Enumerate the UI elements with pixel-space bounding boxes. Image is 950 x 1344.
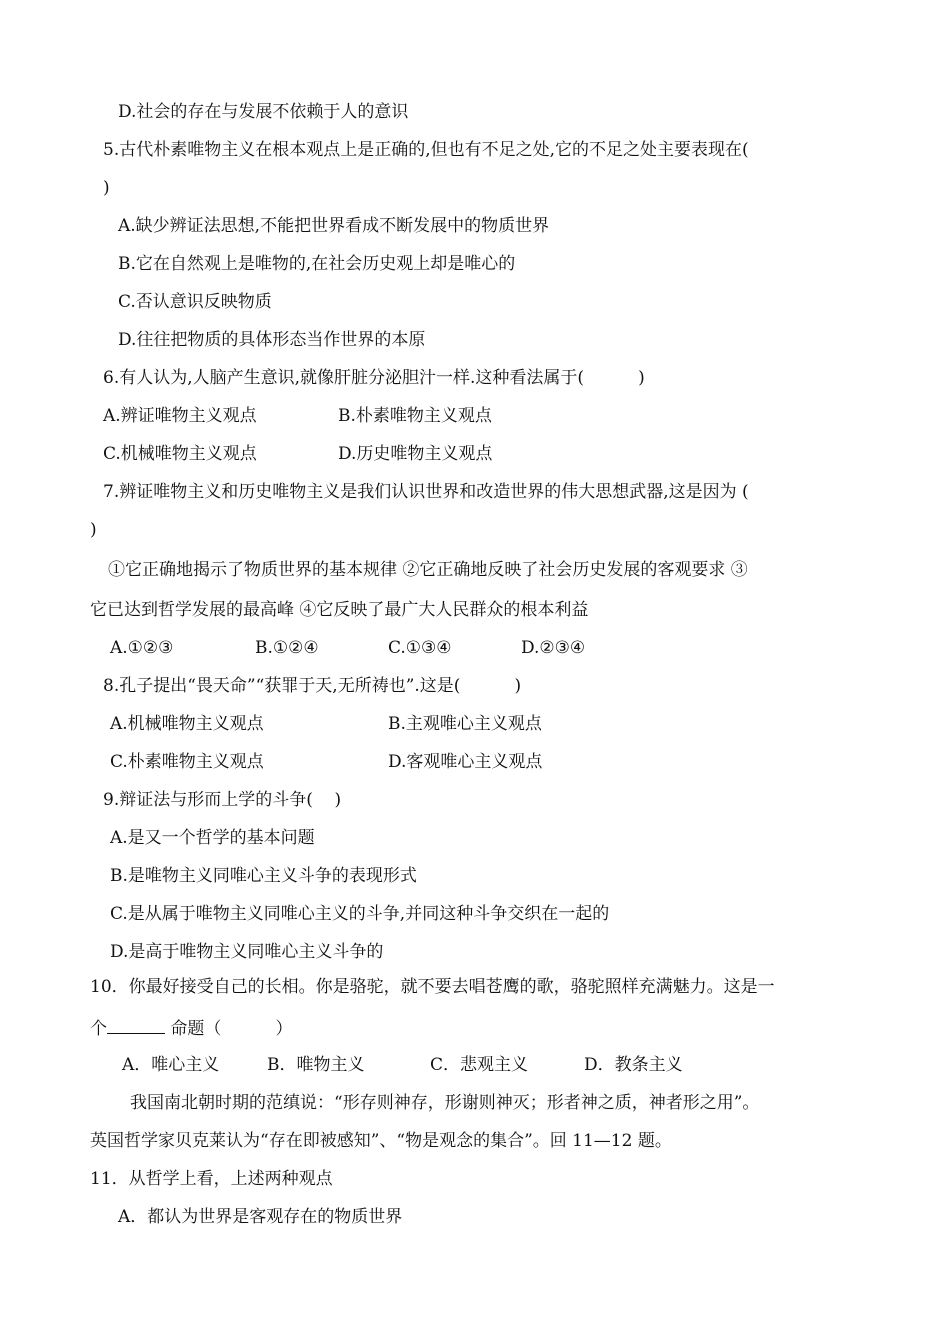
q9-stem: 9.辩证法与形而上学的斗争( ) — [103, 790, 342, 810]
q10-stem-prefix: 个 — [90, 1019, 107, 1039]
q9-option-a: A.是又一个哲学的基本问题 — [110, 828, 315, 848]
q6-option-c: C.机械唯物主义观点 — [103, 444, 257, 464]
q6-stem: 6.有人认为,人脑产生意识,就像肝脏分泌胆汁一样.这种看法属于( ) — [103, 368, 645, 388]
q10-option-b: B．唯物主义 — [267, 1055, 365, 1075]
q10-option-c: C．悲观主义 — [430, 1055, 529, 1075]
q5-stem-line1: 5.古代朴素唯物主义在根本观点上是正确的,但也有不足之处,它的不足之处主要表现在( — [103, 140, 749, 160]
q6-option-d: D.历史唯物主义观点 — [338, 444, 493, 464]
q7-statements-line2: 它已达到哲学发展的最高峰 ④它反映了最广大人民群众的根本利益 — [90, 600, 589, 620]
q8-option-b: B.主观唯心主义观点 — [388, 714, 542, 734]
q7-option-d: D.②③④ — [521, 638, 586, 658]
answer-blank — [107, 1015, 165, 1034]
q6-option-a: A.辨证唯物主义观点 — [103, 406, 257, 426]
q10-stem-line2 — [90, 1015, 292, 1041]
passage-line1: 我国南北朝时期的范缜说：“形存则神存，形谢则神灭；形者神之质，神者形之用”。 — [130, 1093, 760, 1113]
q5-option-c: C.否认意识反映物质 — [118, 292, 272, 312]
q8-option-a: A.机械唯物主义观点 — [110, 714, 264, 734]
q7-stem-line1: 7.辨证唯物主义和历史唯物主义是我们认识世界和改造世界的伟大思想武器,这是因为 ( — [103, 482, 749, 502]
q5-option-a: A.缺少辨证法思想,不能把世界看成不断发展中的物质世界 — [118, 216, 550, 236]
q7-option-b: B.①②④ — [255, 638, 319, 658]
q5-stem-line2: ) — [103, 178, 110, 198]
q8-stem: 8.孔子提出“畏天命”“获罪于天,无所祷也”.这是( ) — [103, 676, 522, 696]
q10-option-a: A．唯心主义 — [122, 1055, 220, 1075]
q10-stem-suffix: 命题（ ） — [165, 1019, 293, 1039]
passage-line2: 英国哲学家贝克莱认为“存在即被感知”、“物是观念的集合”。回 11—12 题。 — [90, 1131, 672, 1151]
q8-option-c: C.朴素唯物主义观点 — [110, 752, 264, 772]
q6-option-b: B.朴素唯物主义观点 — [338, 406, 492, 426]
q10-option-d: D．教条主义 — [584, 1055, 683, 1075]
q5-option-b: B.它在自然观上是唯物的,在社会历史观上却是唯心的 — [118, 254, 516, 274]
q9-option-b: B.是唯物主义同唯心主义斗争的表现形式 — [110, 866, 417, 886]
q7-statements-line1: ①它正确地揭示了物质世界的基本规律 ②它正确地反映了社会历史发展的客观要求 ③ — [108, 560, 748, 580]
q9-option-c: C.是从属于唯物主义同唯心主义的斗争,并同这种斗争交织在一起的 — [110, 904, 610, 924]
q11-stem: 11．从哲学上看，上述两种观点 — [90, 1169, 333, 1189]
q10-stem-line1: 10．你最好接受自己的长相。你是骆驼，就不要去唱苍鹰的歌，骆驼照样充满魅力。这是一 — [90, 977, 775, 997]
q9-option-d: D.是高于唯物主义同唯心主义斗争的 — [110, 942, 384, 962]
q7-option-c: C.①③④ — [388, 638, 452, 658]
q4-option-d: D.社会的存在与发展不依赖于人的意识 — [118, 102, 409, 122]
q11-option-a: A．都认为世界是客观存在的物质世界 — [118, 1207, 403, 1227]
q5-option-d: D.往往把物质的具体形态当作世界的本原 — [118, 330, 426, 350]
q8-option-d: D.客观唯心主义观点 — [388, 752, 543, 772]
q7-option-a: A.①②③ — [110, 638, 174, 658]
q7-stem-line2: ) — [90, 520, 97, 540]
